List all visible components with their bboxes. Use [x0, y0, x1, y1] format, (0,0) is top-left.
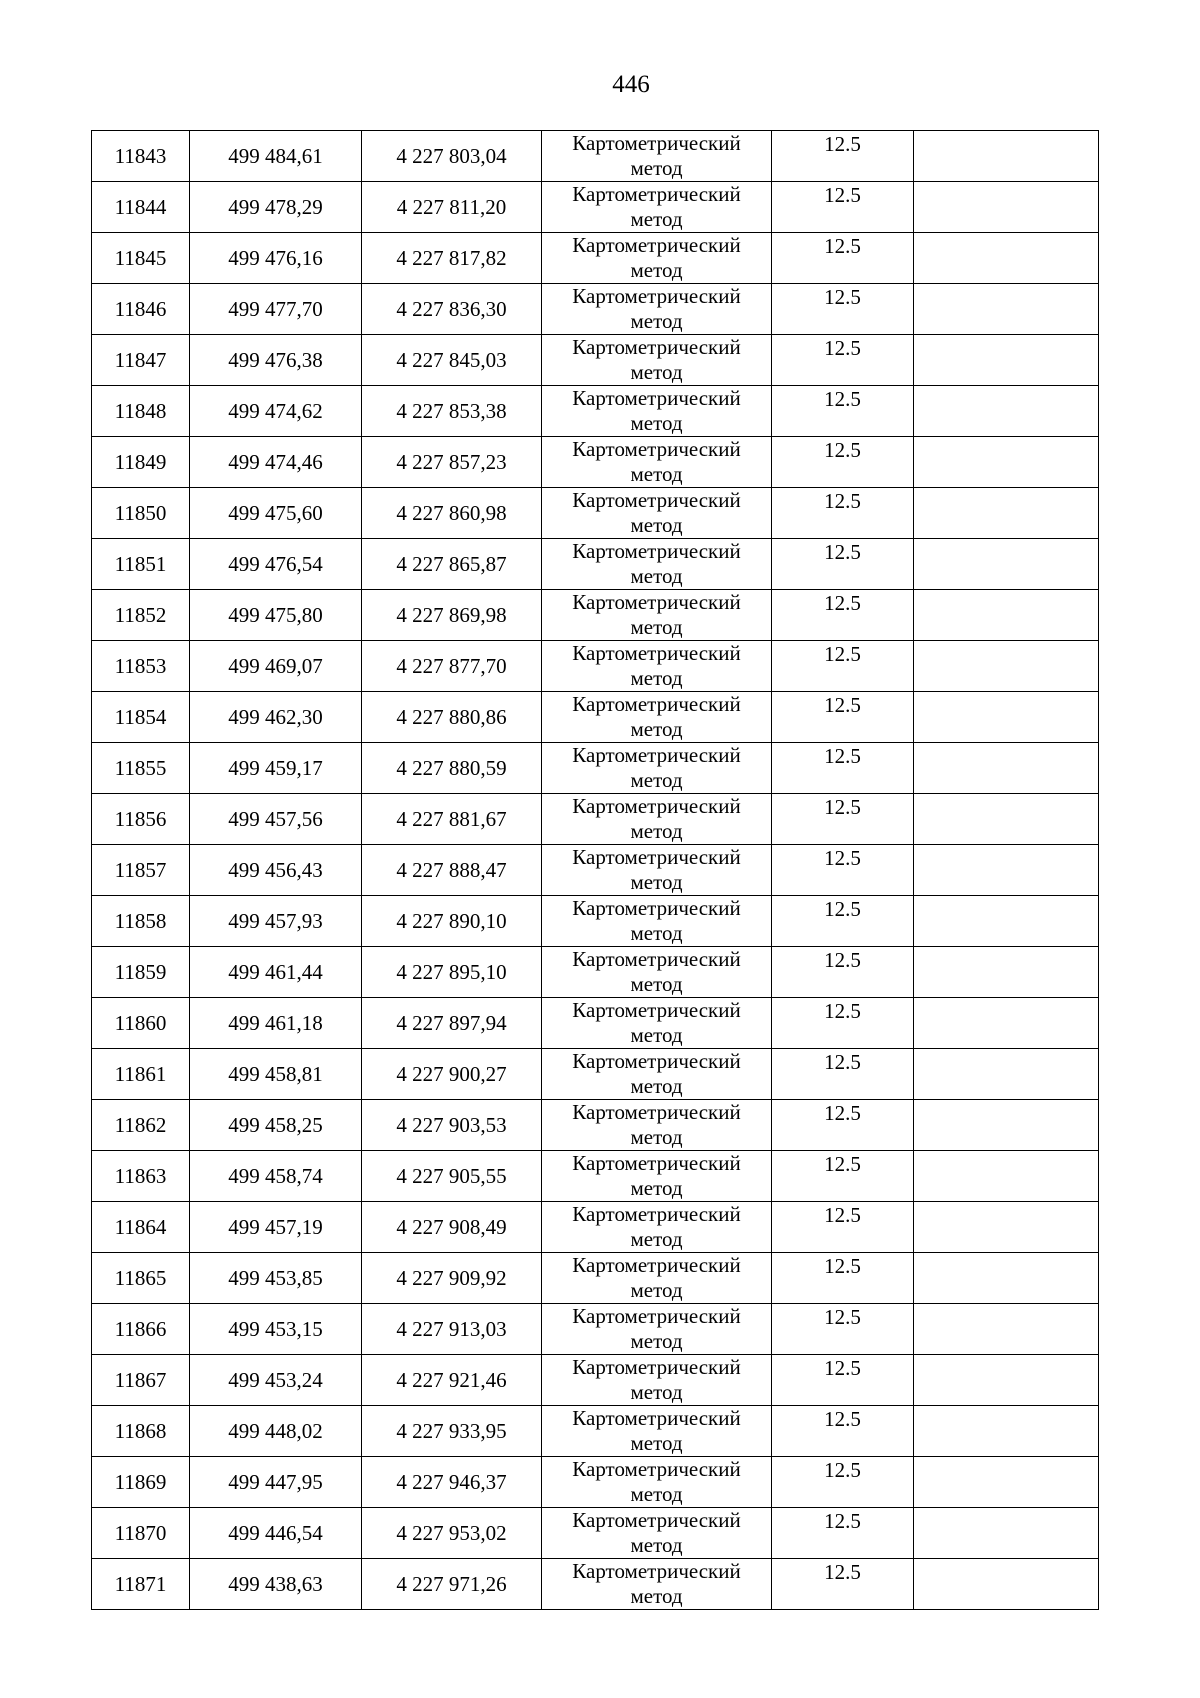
- note-cell: [914, 284, 1099, 335]
- method-line-2: метод: [630, 972, 683, 996]
- method-line-2: метод: [630, 258, 683, 282]
- y-coordinate-cell: 4 227 953,02: [362, 1508, 542, 1559]
- method-cell: [542, 1355, 772, 1406]
- point-number-cell: 11843: [92, 131, 190, 182]
- method-cell: [542, 1406, 772, 1457]
- page-number: 446: [612, 71, 650, 98]
- x-coordinate-cell: 499 458,25: [190, 1100, 362, 1151]
- table-row: [92, 1508, 1099, 1559]
- method-cell: [542, 1202, 772, 1253]
- method-cell: [542, 743, 772, 794]
- y-coordinate-cell: 4 227 888,47: [362, 845, 542, 896]
- y-coordinate-cell: 4 227 946,37: [362, 1457, 542, 1508]
- x-coordinate-cell: 499 457,56: [190, 794, 362, 845]
- y-coordinate-cell: 4 227 881,67: [362, 794, 542, 845]
- method-cell: [542, 233, 772, 284]
- method-line-1: Картометрический: [572, 794, 741, 818]
- table-row: [92, 590, 1099, 641]
- y-coordinate-cell: 4 227 860,98: [362, 488, 542, 539]
- point-number-cell: 11861: [92, 1049, 190, 1100]
- x-coordinate-cell: 499 458,81: [190, 1049, 362, 1100]
- x-coordinate-cell: 499 458,74: [190, 1151, 362, 1202]
- point-number-cell: 11870: [92, 1508, 190, 1559]
- method-cell: [542, 641, 772, 692]
- y-coordinate-cell: 4 227 865,87: [362, 539, 542, 590]
- accuracy-cell: 12.5: [772, 1253, 914, 1304]
- method-cell: [542, 896, 772, 947]
- y-coordinate-cell: 4 227 921,46: [362, 1355, 542, 1406]
- table-row: [92, 1355, 1099, 1406]
- table-row: [92, 335, 1099, 386]
- method-line-1: Картометрический: [572, 998, 741, 1022]
- x-coordinate-cell: 499 446,54: [190, 1508, 362, 1559]
- x-coordinate-cell: 499 476,38: [190, 335, 362, 386]
- x-coordinate-cell: 499 477,70: [190, 284, 362, 335]
- note-cell: [914, 233, 1099, 284]
- point-number-cell: 11866: [92, 1304, 190, 1355]
- method-cell: [542, 335, 772, 386]
- table-row: [92, 1253, 1099, 1304]
- method-cell: [542, 998, 772, 1049]
- method-line-2: метод: [630, 1074, 683, 1098]
- table-row: [92, 1202, 1099, 1253]
- method-cell: [542, 437, 772, 488]
- table-row: [92, 182, 1099, 233]
- method-cell: [542, 284, 772, 335]
- point-number-cell: 11844: [92, 182, 190, 233]
- note-cell: [914, 335, 1099, 386]
- point-number-cell: 11853: [92, 641, 190, 692]
- note-cell: [914, 1253, 1099, 1304]
- method-line-2: метод: [630, 1125, 683, 1149]
- accuracy-cell: 12.5: [772, 1049, 914, 1100]
- point-number-cell: 11852: [92, 590, 190, 641]
- point-number-cell: 11863: [92, 1151, 190, 1202]
- y-coordinate-cell: 4 227 803,04: [362, 131, 542, 182]
- method-line-1: Картометрический: [572, 692, 741, 716]
- y-coordinate-cell: 4 227 880,86: [362, 692, 542, 743]
- point-number-cell: 11857: [92, 845, 190, 896]
- method-line-1: Картометрический: [572, 335, 741, 359]
- x-coordinate-cell: 499 469,07: [190, 641, 362, 692]
- method-line-1: Картометрический: [572, 284, 741, 308]
- table-row: [92, 233, 1099, 284]
- method-line-2: метод: [630, 768, 683, 792]
- method-cell: [542, 1508, 772, 1559]
- note-cell: [914, 1049, 1099, 1100]
- y-coordinate-cell: 4 227 971,26: [362, 1559, 542, 1610]
- table-row: [92, 1304, 1099, 1355]
- x-coordinate-cell: 499 453,85: [190, 1253, 362, 1304]
- table-row: [92, 1457, 1099, 1508]
- table-row: [92, 794, 1099, 845]
- coordinates-table: [91, 130, 1099, 1610]
- method-line-1: Картометрический: [572, 743, 741, 767]
- point-number-cell: 11850: [92, 488, 190, 539]
- table-row: [92, 896, 1099, 947]
- note-cell: [914, 845, 1099, 896]
- accuracy-cell: 12.5: [772, 539, 914, 590]
- x-coordinate-cell: 499 461,44: [190, 947, 362, 998]
- y-coordinate-cell: 4 227 908,49: [362, 1202, 542, 1253]
- point-number-cell: 11845: [92, 233, 190, 284]
- y-coordinate-cell: 4 227 817,82: [362, 233, 542, 284]
- method-line-2: метод: [630, 1533, 683, 1557]
- method-line-2: метод: [630, 564, 683, 588]
- accuracy-cell: 12.5: [772, 335, 914, 386]
- note-cell: [914, 1559, 1099, 1610]
- accuracy-cell: 12.5: [772, 692, 914, 743]
- method-cell: [542, 947, 772, 998]
- point-number-cell: 11864: [92, 1202, 190, 1253]
- accuracy-cell: 12.5: [772, 1457, 914, 1508]
- method-line-1: Картометрический: [572, 1100, 741, 1124]
- table-row: [92, 947, 1099, 998]
- method-line-1: Картометрический: [572, 131, 741, 155]
- accuracy-cell: 12.5: [772, 1202, 914, 1253]
- x-coordinate-cell: 499 453,15: [190, 1304, 362, 1355]
- y-coordinate-cell: 4 227 900,27: [362, 1049, 542, 1100]
- method-line-2: метод: [630, 1431, 683, 1455]
- method-line-2: метод: [630, 717, 683, 741]
- table-row: [92, 1559, 1099, 1610]
- method-line-1: Картометрический: [572, 1253, 741, 1277]
- method-line-2: метод: [630, 513, 683, 537]
- x-coordinate-cell: 499 448,02: [190, 1406, 362, 1457]
- note-cell: [914, 692, 1099, 743]
- method-line-1: Картометрический: [572, 1304, 741, 1328]
- y-coordinate-cell: 4 227 903,53: [362, 1100, 542, 1151]
- table-row: [92, 845, 1099, 896]
- accuracy-cell: 12.5: [772, 794, 914, 845]
- note-cell: [914, 794, 1099, 845]
- note-cell: [914, 641, 1099, 692]
- y-coordinate-cell: 4 227 895,10: [362, 947, 542, 998]
- method-line-1: Картометрический: [572, 1355, 741, 1379]
- method-line-1: Картометрический: [572, 386, 741, 410]
- y-coordinate-cell: 4 227 853,38: [362, 386, 542, 437]
- method-line-2: метод: [630, 870, 683, 894]
- accuracy-cell: 12.5: [772, 182, 914, 233]
- y-coordinate-cell: 4 227 909,92: [362, 1253, 542, 1304]
- method-line-2: метод: [630, 666, 683, 690]
- method-line-1: Картометрический: [572, 896, 741, 920]
- method-line-1: Картометрический: [572, 1049, 741, 1073]
- y-coordinate-cell: 4 227 836,30: [362, 284, 542, 335]
- accuracy-cell: 12.5: [772, 488, 914, 539]
- note-cell: [914, 437, 1099, 488]
- table-row: [92, 743, 1099, 794]
- note-cell: [914, 131, 1099, 182]
- accuracy-cell: 12.5: [772, 743, 914, 794]
- method-line-1: Картометрический: [572, 1202, 741, 1226]
- note-cell: [914, 1508, 1099, 1559]
- table-row: [92, 1100, 1099, 1151]
- point-number-cell: 11848: [92, 386, 190, 437]
- y-coordinate-cell: 4 227 913,03: [362, 1304, 542, 1355]
- method-line-1: Картометрический: [572, 233, 741, 257]
- note-cell: [914, 1202, 1099, 1253]
- x-coordinate-cell: 499 457,93: [190, 896, 362, 947]
- method-line-1: Картометрический: [572, 1559, 741, 1583]
- method-line-1: Картометрический: [572, 1508, 741, 1532]
- accuracy-cell: 12.5: [772, 947, 914, 998]
- method-cell: [542, 539, 772, 590]
- method-line-2: метод: [630, 1227, 683, 1251]
- method-line-1: Картометрический: [572, 1151, 741, 1175]
- accuracy-cell: 12.5: [772, 437, 914, 488]
- method-line-2: метод: [630, 1380, 683, 1404]
- table-row: [92, 641, 1099, 692]
- x-coordinate-cell: 499 457,19: [190, 1202, 362, 1253]
- x-coordinate-cell: 499 453,24: [190, 1355, 362, 1406]
- x-coordinate-cell: 499 476,54: [190, 539, 362, 590]
- x-coordinate-cell: 499 459,17: [190, 743, 362, 794]
- note-cell: [914, 743, 1099, 794]
- method-line-1: Картометрический: [572, 182, 741, 206]
- method-line-2: метод: [630, 156, 683, 180]
- note-cell: [914, 590, 1099, 641]
- method-line-2: метод: [630, 411, 683, 435]
- accuracy-cell: 12.5: [772, 1151, 914, 1202]
- method-cell: [542, 1049, 772, 1100]
- note-cell: [914, 1151, 1099, 1202]
- y-coordinate-cell: 4 227 869,98: [362, 590, 542, 641]
- x-coordinate-cell: 499 447,95: [190, 1457, 362, 1508]
- accuracy-cell: 12.5: [772, 1406, 914, 1457]
- point-number-cell: 11849: [92, 437, 190, 488]
- note-cell: [914, 896, 1099, 947]
- method-line-1: Картометрический: [572, 1457, 741, 1481]
- point-number-cell: 11854: [92, 692, 190, 743]
- point-number-cell: 11860: [92, 998, 190, 1049]
- accuracy-cell: 12.5: [772, 845, 914, 896]
- method-line-2: метод: [630, 309, 683, 333]
- x-coordinate-cell: 499 474,46: [190, 437, 362, 488]
- point-number-cell: 11869: [92, 1457, 190, 1508]
- accuracy-cell: 12.5: [772, 1355, 914, 1406]
- method-cell: [542, 386, 772, 437]
- note-cell: [914, 182, 1099, 233]
- x-coordinate-cell: 499 476,16: [190, 233, 362, 284]
- x-coordinate-cell: 499 438,63: [190, 1559, 362, 1610]
- note-cell: [914, 539, 1099, 590]
- method-cell: [542, 1100, 772, 1151]
- table-row: [92, 284, 1099, 335]
- method-line-2: метод: [630, 462, 683, 486]
- method-cell: [542, 590, 772, 641]
- table-row: [92, 1049, 1099, 1100]
- y-coordinate-cell: 4 227 880,59: [362, 743, 542, 794]
- y-coordinate-cell: 4 227 845,03: [362, 335, 542, 386]
- accuracy-cell: 12.5: [772, 1304, 914, 1355]
- point-number-cell: 11859: [92, 947, 190, 998]
- x-coordinate-cell: 499 484,61: [190, 131, 362, 182]
- method-line-2: метод: [630, 1023, 683, 1047]
- y-coordinate-cell: 4 227 811,20: [362, 182, 542, 233]
- x-coordinate-cell: 499 474,62: [190, 386, 362, 437]
- y-coordinate-cell: 4 227 897,94: [362, 998, 542, 1049]
- table-row: [92, 1151, 1099, 1202]
- method-line-2: метод: [630, 615, 683, 639]
- method-line-2: метод: [630, 1329, 683, 1353]
- accuracy-cell: 12.5: [772, 233, 914, 284]
- table-row: [92, 1406, 1099, 1457]
- method-line-2: метод: [630, 1278, 683, 1302]
- method-cell: [542, 1559, 772, 1610]
- table-row: [92, 437, 1099, 488]
- point-number-cell: 11846: [92, 284, 190, 335]
- method-line-1: Картометрический: [572, 641, 741, 665]
- accuracy-cell: 12.5: [772, 1508, 914, 1559]
- point-number-cell: 11847: [92, 335, 190, 386]
- note-cell: [914, 386, 1099, 437]
- x-coordinate-cell: 499 475,80: [190, 590, 362, 641]
- accuracy-cell: 12.5: [772, 1100, 914, 1151]
- method-line-1: Картометрический: [572, 437, 741, 461]
- method-cell: [542, 1304, 772, 1355]
- table-row: [92, 131, 1099, 182]
- method-cell: [542, 182, 772, 233]
- y-coordinate-cell: 4 227 877,70: [362, 641, 542, 692]
- note-cell: [914, 488, 1099, 539]
- accuracy-cell: 12.5: [772, 590, 914, 641]
- point-number-cell: 11865: [92, 1253, 190, 1304]
- note-cell: [914, 1355, 1099, 1406]
- method-line-2: метод: [630, 1482, 683, 1506]
- point-number-cell: 11871: [92, 1559, 190, 1610]
- y-coordinate-cell: 4 227 933,95: [362, 1406, 542, 1457]
- method-cell: [542, 1253, 772, 1304]
- method-line-1: Картометрический: [572, 845, 741, 869]
- method-cell: [542, 794, 772, 845]
- point-number-cell: 11856: [92, 794, 190, 845]
- method-line-1: Картометрический: [572, 590, 741, 614]
- accuracy-cell: 12.5: [772, 284, 914, 335]
- y-coordinate-cell: 4 227 890,10: [362, 896, 542, 947]
- table-row: [92, 998, 1099, 1049]
- method-cell: [542, 1457, 772, 1508]
- point-number-cell: 11851: [92, 539, 190, 590]
- table-row: [92, 488, 1099, 539]
- method-line-2: метод: [630, 207, 683, 231]
- accuracy-cell: 12.5: [772, 641, 914, 692]
- accuracy-cell: 12.5: [772, 896, 914, 947]
- method-cell: [542, 845, 772, 896]
- table-row: [92, 386, 1099, 437]
- method-cell: [542, 1151, 772, 1202]
- y-coordinate-cell: 4 227 857,23: [362, 437, 542, 488]
- x-coordinate-cell: 499 462,30: [190, 692, 362, 743]
- method-line-2: метод: [630, 921, 683, 945]
- x-coordinate-cell: 499 461,18: [190, 998, 362, 1049]
- accuracy-cell: 12.5: [772, 386, 914, 437]
- note-cell: [914, 1457, 1099, 1508]
- point-number-cell: 11862: [92, 1100, 190, 1151]
- x-coordinate-cell: 499 478,29: [190, 182, 362, 233]
- y-coordinate-cell: 4 227 905,55: [362, 1151, 542, 1202]
- method-line-2: метод: [630, 1584, 683, 1608]
- note-cell: [914, 1406, 1099, 1457]
- method-line-1: Картометрический: [572, 539, 741, 563]
- point-number-cell: 11868: [92, 1406, 190, 1457]
- coordinates-table-body: [92, 131, 1099, 1610]
- method-cell: [542, 488, 772, 539]
- note-cell: [914, 947, 1099, 998]
- method-line-2: метод: [630, 819, 683, 843]
- table-row: [92, 692, 1099, 743]
- note-cell: [914, 1304, 1099, 1355]
- method-cell: [542, 131, 772, 182]
- method-line-1: Картометрический: [572, 488, 741, 512]
- point-number-cell: 11867: [92, 1355, 190, 1406]
- point-number-cell: 11858: [92, 896, 190, 947]
- x-coordinate-cell: 499 475,60: [190, 488, 362, 539]
- accuracy-cell: 12.5: [772, 998, 914, 1049]
- note-cell: [914, 1100, 1099, 1151]
- method-line-2: метод: [630, 1176, 683, 1200]
- note-cell: [914, 998, 1099, 1049]
- accuracy-cell: 12.5: [772, 131, 914, 182]
- x-coordinate-cell: 499 456,43: [190, 845, 362, 896]
- method-line-1: Картометрический: [572, 1406, 741, 1430]
- method-line-2: метод: [630, 360, 683, 384]
- method-line-1: Картометрический: [572, 947, 741, 971]
- accuracy-cell: 12.5: [772, 1559, 914, 1610]
- point-number-cell: 11855: [92, 743, 190, 794]
- method-cell: [542, 692, 772, 743]
- table-row: [92, 539, 1099, 590]
